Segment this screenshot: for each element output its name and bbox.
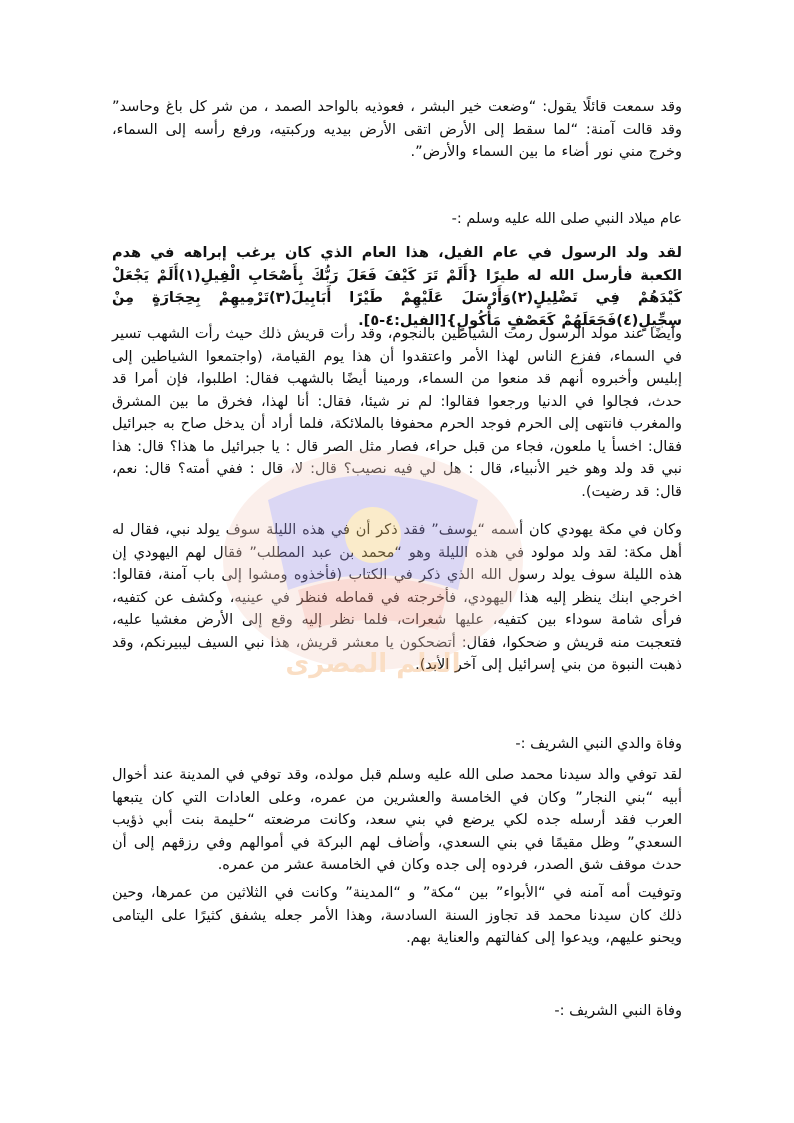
heading-parents-death: وفاة والدي النبي الشريف :- — [515, 736, 682, 752]
paragraph-mother-death: وتوفيت أمه آمنه في “الأبواء” بين “مكة” و “المدينة” وكانت في الثلاثين من عمرها، وحين ذلك كان سيدنا محمد قد تجاوز السنة السادسة، وهذا الأمر جعله يشفق كثيرًا على اليتامى ويحنو عليهم، ويدعوا إلى كفالتهم والعناية بهم. — [112, 885, 682, 946]
paragraph-year-of-elephant: لقد ولد الرسول في عام الفيل، هذا العام الذي كان يرغب إبراهه في هدم الكعبة فأرسل الله له طيرًا {أَلَمْ تَرَ كَيْفَ فَعَلَ رَبُّكَ بِأَصْحَابِ الْفِيلِ(١)أَلَمْ يَجْعَلْ كَيْدَهُمْ فِي تَضْلِيلٍ(٢)وَأَرْسَلَ عَلَيْهِمْ طَيْرًا أَبَابِيلَ(٣)تَرْمِيهِمْ بِحِجَارَةٍ مِنْ سِجِّيلٍ(٤)فَجَعَلَهُمْ كَعَصْفٍ مَأْكُولٍ}[الفيل:٤-٥]. — [112, 245, 682, 329]
heading-prophet-death: وفاة النبي الشريف :- — [554, 1003, 682, 1019]
heading-birth-year: عام ميلاد النبي صلى الله عليه وسلم :- — [451, 211, 682, 227]
watermark-text: العلم المصرى — [285, 649, 461, 679]
paragraph-amina-quote: وقد سمعت قائلًا يقول: “وضعت خير البشر ، فعوذيه بالواحد الصمد ، من شر كل باغ وحاسد” وقد قالت آمنة: “لما سقط إلى الأرض اتقى الأرض بيديه وركبتيه، ورفع رأسه إلى السماء، وخرج مني نور أضاء ما بين السماء والأرض”. — [112, 99, 682, 160]
paragraph-shooting-stars: وأيضًا عند مولد الرسول رمت الشياطين بالنجوم، وقد رأت قريش ذلك حيث رأت الشهب تسير في السماء، ففزع الناس لهذا الأمر واعتقدوا أن هذا يوم القيامة، (واجتمعوا الشياطين إلى إبليس وأخبروه أنهم قد منعوا من السماء، ورمينا أيضًا بالشهب فقال: اطلبوا، فإن أمرا قد حدث، فجالوا في الدنيا ورجعوا فقالوا: لم نر شيئا، فقال: أنا لهذا، فخرق ما بين المشرق والمغرب فانتهى إلى الحرم فوجد الحرم محفوفا بالملائكة، فلما أراد أن يدخل صاح به جبرائيل فقال: اخسأ يا ملعون، فجاء من قبل حراء، فصار مثل الصر قال : يا جبرائيل ما هذا؟ قال: هذا نبي قد ولد وهو خير الأنبياء، قال : هل لي فيه نصيب؟ قال: لا، قال : ففي أمته؟ قال: نعم، قال: قد رضيت). — [112, 326, 682, 500]
paragraph-jewish-man-yusuf: وكان في مكة يهودي كان أسمه “يوسف” فقد ذكر أن في هذه الليلة سوف يولد نبي، فقال له أهل مكة: لقد ولد مولود في هذه الليلة وهو “محمد بن عبد المطلب” فقال لهم اليهودي إن هذه الليلة سوف يولد رسول الله الذي ذكر في الكتاب (فأخذوه ومشوا إلى باب آمنة، فقالوا: اخرجي ابنك ينظر إليه هذا اليهودي، فأخرجته في قماطه فنظر في عينيه، وكشف عن كتفيه، فرأى شامة سوداء بين كتفيه، عليها شعرات، فلما نظر إليه وقع إلى الأرض مغشيا عليه، فتعجبت منه قريش و ضحكوا، فقال: أتضحكون يا معشر قريش، هذا نبي السيف ليبيرنكم، وقد ذهبت النبوة من بني إسرائيل إلى آخر الأبد). — [112, 522, 682, 673]
paragraph-father-death: لقد توفي والد سيدنا محمد صلى الله عليه وسلم قبل مولده، وقد توفي في المدينة عند أخوال أبيه “بني النجار” وكان في الخامسة والعشرين من عمره، وعلى العادات التي كان يتبعها العرب فقد أرسله جده لكي يرضع في بني سعد، وكانت مرضعته “حليمة بنت أبي ذؤيب السعدي” وظل مقيمًا في بني السعدي، وأضاف لهم البركة في أموالهم وفي رزقهم إلى أن حدث موقف شق الصدر، فردوه إلى جده وكان في الخامسة عشر من عمره. — [112, 767, 682, 873]
